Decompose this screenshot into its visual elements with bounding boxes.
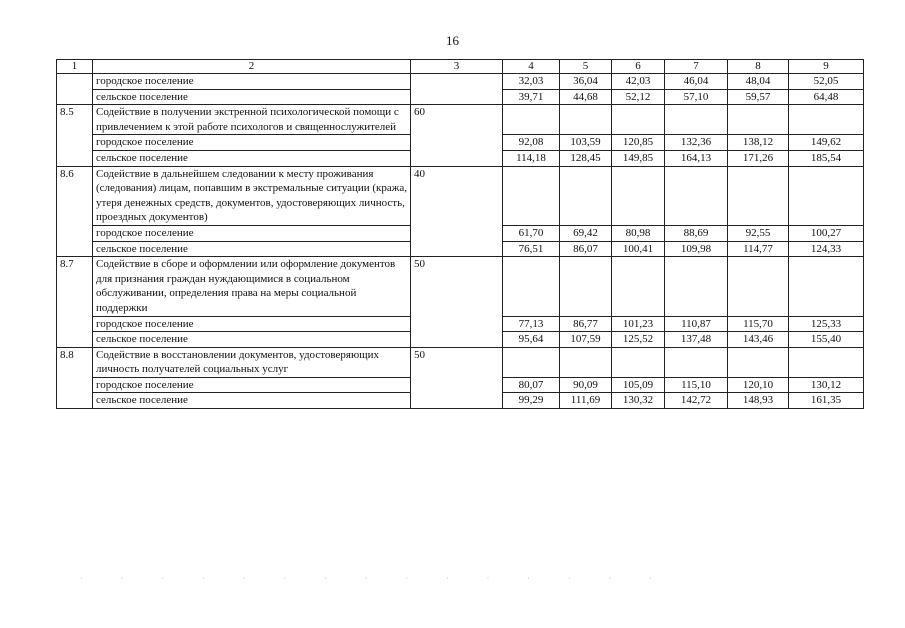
price-cell: 138,12: [728, 135, 789, 151]
header-cell: 8: [728, 60, 789, 74]
price-cell: 36,04: [560, 74, 612, 90]
service-number: 8.8: [57, 347, 93, 408]
price-cell: 124,33: [789, 241, 864, 257]
price-cell: 69,42: [560, 225, 612, 241]
price-cell: 86,07: [560, 241, 612, 257]
service-number: 8.6: [57, 166, 93, 257]
header-cell: 7: [665, 60, 728, 74]
price-cell: 32,03: [503, 74, 560, 90]
price-cell: 185,54: [789, 150, 864, 166]
empty-cell: [789, 105, 864, 135]
price-cell: 115,10: [665, 377, 728, 393]
settlement-label: сельское поселение: [93, 332, 411, 348]
empty-cell: [665, 105, 728, 135]
price-cell: 92,55: [728, 225, 789, 241]
header-cell: 9: [789, 60, 864, 74]
empty-cell: [665, 347, 728, 377]
header-cell: 6: [612, 60, 665, 74]
empty-cell: [789, 347, 864, 377]
price-cell: 57,10: [665, 89, 728, 105]
header-cell: 1: [57, 60, 93, 74]
empty-cell: [665, 166, 728, 225]
price-cell: 143,46: [728, 332, 789, 348]
price-cell: 39,71: [503, 89, 560, 105]
empty-cell: [728, 166, 789, 225]
service-norm: 60: [411, 105, 503, 166]
header-cell: 3: [411, 60, 503, 74]
price-cell: 110,87: [665, 316, 728, 332]
price-cell: 59,57: [728, 89, 789, 105]
price-cell: 115,70: [728, 316, 789, 332]
empty-cell: [789, 257, 864, 316]
price-cell: 105,09: [612, 377, 665, 393]
price-cell: 86,77: [560, 316, 612, 332]
service-description: Содействие в получении экстренной психологической помощи с привлечением к этой работе психологов и священнослужителей: [93, 105, 411, 135]
empty-cell: [612, 347, 665, 377]
price-cell: 125,33: [789, 316, 864, 332]
header-cell: 2: [93, 60, 411, 74]
price-cell: 142,72: [665, 393, 728, 409]
price-cell: 137,48: [665, 332, 728, 348]
price-cell: 109,98: [665, 241, 728, 257]
price-cell: 52,05: [789, 74, 864, 90]
empty-cell: [503, 166, 560, 225]
price-cell: 103,59: [560, 135, 612, 151]
empty-cell: [728, 105, 789, 135]
service-row: [57, 166, 864, 225]
price-cell: 90,09: [560, 377, 612, 393]
settlement-label: городское поселение: [93, 74, 411, 90]
price-cell: 61,70: [503, 225, 560, 241]
price-cell: 77,13: [503, 316, 560, 332]
price-cell: 101,23: [612, 316, 665, 332]
price-cell: 128,45: [560, 150, 612, 166]
price-cell: 155,40: [789, 332, 864, 348]
empty-cell: [560, 347, 612, 377]
settlement-label: сельское поселение: [93, 89, 411, 105]
header-cell: 5: [560, 60, 612, 74]
settlement-label: городское поселение: [93, 135, 411, 151]
service-description: Содействие в дальнейшем следовании к месту проживания (следования) лицам, попавшим в экстремальные ситуации (кража, утеря денежных средств, документов, удостоверяющих личность, проездных документов): [93, 166, 411, 225]
empty-cell: [503, 105, 560, 135]
price-cell: 148,93: [728, 393, 789, 409]
price-cell: 111,69: [560, 393, 612, 409]
empty-cell: [728, 347, 789, 377]
service-row: [57, 105, 864, 135]
settlement-label: сельское поселение: [93, 393, 411, 409]
price-cell: 95,64: [503, 332, 560, 348]
empty-cell: [503, 347, 560, 377]
price-cell: 76,51: [503, 241, 560, 257]
price-cell: 42,03: [612, 74, 665, 90]
service-number: 8.7: [57, 257, 93, 348]
price-cell: 99,29: [503, 393, 560, 409]
price-cell: 125,52: [612, 332, 665, 348]
price-cell: 100,27: [789, 225, 864, 241]
tariff-table: [56, 59, 864, 409]
service-number: 8.5: [57, 105, 93, 166]
empty-cell: [560, 257, 612, 316]
price-cell: 44,68: [560, 89, 612, 105]
price-cell: 92,08: [503, 135, 560, 151]
header-cell: 4: [503, 60, 560, 74]
service-row: [57, 257, 864, 316]
settlement-label: городское поселение: [93, 316, 411, 332]
service-row: [57, 347, 864, 377]
price-cell: 52,12: [612, 89, 665, 105]
service-norm: 50: [411, 257, 503, 348]
service-number: [57, 74, 93, 105]
price-cell: 171,26: [728, 150, 789, 166]
price-cell: 80,98: [612, 225, 665, 241]
page-number: 16: [446, 33, 459, 48]
price-cell: 149,62: [789, 135, 864, 151]
empty-cell: [560, 166, 612, 225]
price-cell: 132,36: [665, 135, 728, 151]
settlement-row: [57, 74, 864, 90]
settlement-label: сельское поселение: [93, 150, 411, 166]
price-cell: 46,04: [665, 74, 728, 90]
settlement-label: городское поселение: [93, 225, 411, 241]
price-cell: 130,32: [612, 393, 665, 409]
price-cell: 161,35: [789, 393, 864, 409]
scan-noise: · · · · · · · · · · · · · · ·: [80, 574, 670, 583]
empty-cell: [789, 166, 864, 225]
price-cell: 149,85: [612, 150, 665, 166]
empty-cell: [612, 166, 665, 225]
price-cell: 130,12: [789, 377, 864, 393]
price-cell: 120,85: [612, 135, 665, 151]
price-cell: 100,41: [612, 241, 665, 257]
empty-cell: [728, 257, 789, 316]
empty-cell: [612, 105, 665, 135]
settlement-label: городское поселение: [93, 377, 411, 393]
empty-cell: [503, 257, 560, 316]
header-row: [57, 60, 864, 74]
service-norm: 40: [411, 166, 503, 257]
price-cell: 107,59: [560, 332, 612, 348]
service-norm: 50: [411, 347, 503, 408]
empty-cell: [560, 105, 612, 135]
empty-cell: [665, 257, 728, 316]
price-cell: 88,69: [665, 225, 728, 241]
price-cell: 114,18: [503, 150, 560, 166]
price-cell: 120,10: [728, 377, 789, 393]
settlement-label: сельское поселение: [93, 241, 411, 257]
price-cell: 164,13: [665, 150, 728, 166]
service-description: Содействие в восстановлении документов, удостоверяющих личность получателей социальных услуг: [93, 347, 411, 377]
service-description: Содействие в сборе и оформлении или оформление документов для признания граждан нуждающимися в социальном обслуживании, определения права на меры социальной поддержки: [93, 257, 411, 316]
price-cell: 80,07: [503, 377, 560, 393]
price-cell: 48,04: [728, 74, 789, 90]
empty-cell: [612, 257, 665, 316]
price-cell: 64,48: [789, 89, 864, 105]
price-cell: 114,77: [728, 241, 789, 257]
service-norm: [411, 74, 503, 105]
